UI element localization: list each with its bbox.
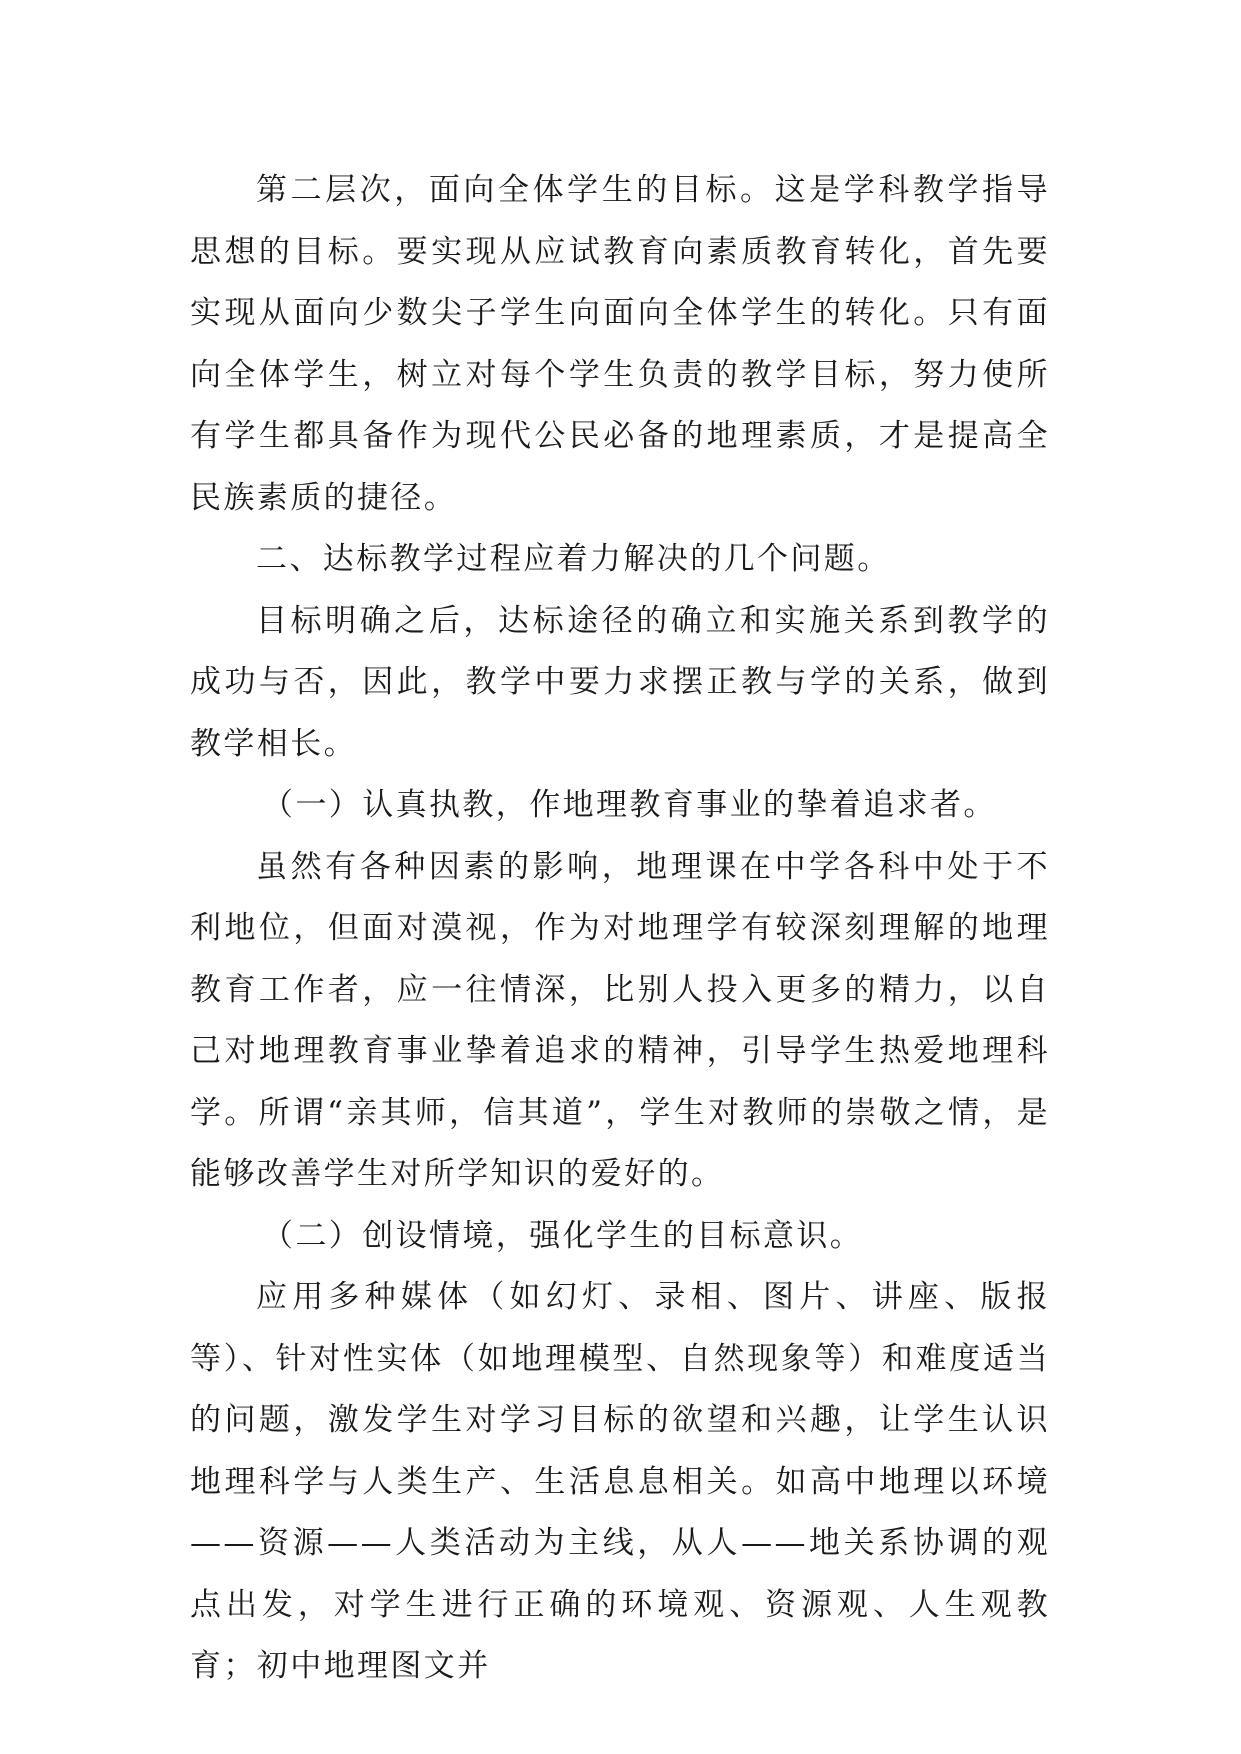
subheading-two: （二）创设情境，强化学生的目标意识。 <box>262 1217 864 1254</box>
subheading-one: （一）认真执教，作地理教育事业的挚着追求者。 <box>262 787 997 823</box>
paragraph-geography-status: 虽然有各种因素的影响，地理课在中学各科中处于不利地位，但面对漠视，作为对地理学有较深刻理解的地理教育工作者，应一往情深，比别人投入更多的精力，以自己对地理教育事业挚着追求的精神，引导学生热爱地理科学。所谓“亲其师，信其道”，学生对教师的崇敬之情，是能够改善学生对所学知识的爱好的。 <box>190 848 1050 1192</box>
paragraph-goal-clarified: 目标明确之后，达标途径的确立和实施关系到教学的成功与否，因此，教学中要力求摆正教与学的关系，做到教学相长。 <box>190 602 1050 762</box>
paragraph-media-application: 应用多种媒体（如幻灯、录相、图片、讲座、版报等）、针对性实体（如地理模型、自然现象等）和难度适当的问题，激发学生对学习目标的欲望和兴趣，让学生认识地理科学与人类生产、生活息息相关。如高中地理以环境——资源——人类活动为主线，从人——地关系协调的观点出发，对学生进行正确的环境观、资源观、人生观教育；初中地理图文并 <box>190 1279 1050 1684</box>
document-body <box>190 160 1050 1698</box>
section-heading-two: 二、达标教学过程应着力解决的几个问题。 <box>256 541 891 577</box>
paragraph-second-level-goal: 第二层次，面向全体学生的目标。这是学科教学指导思想的目标。要实现从应试教育向素质教育转化，首先要实现从面向少数尖子学生向面向全体学生的转化。只有面向全体学生，树立对每个学生负责的教学目标，努力使所有学生都具备作为现代公民必备的地理素质，才是提高全民族素质的捷径。 <box>190 172 1050 516</box>
